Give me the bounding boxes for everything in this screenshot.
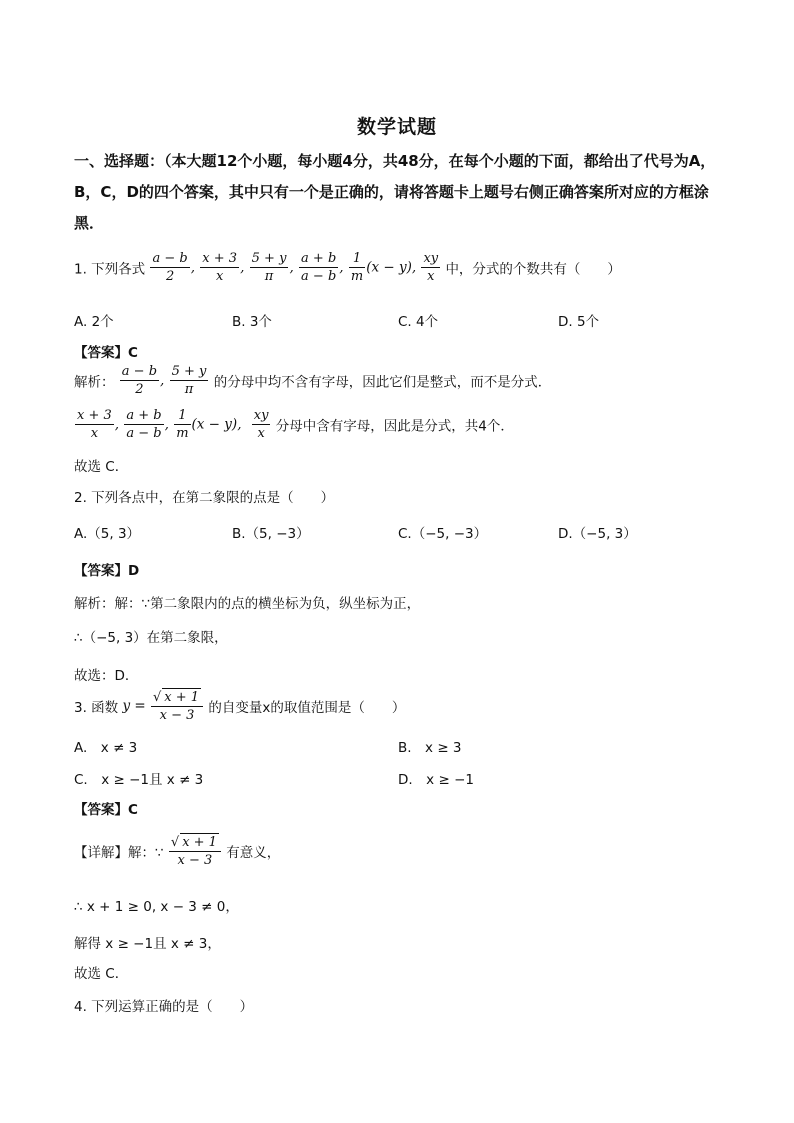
q2-conclusion: 故选：D． <box>74 668 139 684</box>
q3-option-d: D. x ≥ −1 <box>398 772 474 788</box>
q2-explanation-2: ∴（−5, 3）在第二象限， <box>74 630 228 646</box>
q3-option-b: B. x ≥ 3 <box>398 740 462 756</box>
q2-option-a: A.（5, 3） <box>74 526 141 542</box>
q1-answer: 【答案】C <box>74 345 138 361</box>
q2-explanation-1: 解析：解：∵第二象限内的点的横坐标为负，纵坐标为正， <box>74 596 421 612</box>
question-1-stem: 1. 下列各式 $\frac{a - b}{2}$ , $\frac{x + 3}{x}$ , $\frac{5 + y}{\pi}$ , $\frac{a + b}{a - b}$ , $\frac{1}{m}$ (x − y), $\frac{xy}{x}$ 中，分式的个数共有（ ） <box>74 251 621 284</box>
fraction: $\frac{a + b}{a - b}$ <box>301 251 337 284</box>
q3-option-a: A. x ≠ 3 <box>74 740 138 756</box>
q1-option-a: A. 2个 <box>74 314 114 330</box>
q3-conclusion: 故选 C． <box>74 966 129 982</box>
q1-explanation-1: 解析： $\frac{a - b}{2}$ , $\frac{5 + y}{\pi}$ 的分母中均不含有字母，因此它们是整式，而不是分式． <box>74 364 552 397</box>
question-4-stem: 4. 下列运算正确的是（ ） <box>74 999 254 1015</box>
q3-answer: 【答案】C <box>74 802 138 818</box>
fraction: $\frac{√ x + 1}{x - 3}$ <box>151 688 203 724</box>
q3-explanation-3: 解得 x ≥ −1且 x ≠ 3， <box>74 936 221 952</box>
fraction: $\frac{1}{m}$ <box>350 251 364 284</box>
question-2-stem: 2. 下列各点中，在第二象限的点是（ ） <box>74 490 335 506</box>
question-3-stem: 3. 函数 y = $\frac{√ x + 1}{x - 3}$ 的自变量x的取值范围是（ ） <box>74 690 406 723</box>
q2-option-c: C.（−5, −3） <box>398 526 488 542</box>
page-title: 数学试题 <box>356 116 437 138</box>
q2-answer: 【答案】D <box>74 563 140 579</box>
fraction: $\frac{a - b}{2}$ <box>152 251 188 284</box>
q1-option-c: C. 4个 <box>398 314 439 330</box>
q1-option-b: B. 3个 <box>232 314 272 330</box>
q3-explanation-2: ∴ x + 1 ≥ 0, x − 3 ≠ 0， <box>74 899 239 915</box>
q1-explanation-2: $\frac{x + 3}{x}$ , $\frac{a + b}{a - b}$ , $\frac{1}{m}$ (x − y), $\frac{xy}{x}$ 分母中含有字母，因此是分式，共4个． <box>77 408 514 441</box>
q2-option-d: D.（−5, 3） <box>558 526 637 542</box>
fraction: $\frac{x + 3}{x}$ <box>202 251 238 284</box>
q3-explanation-1: 【详解】解：∵ $\frac{√ x + 1}{x - 3}$ 有意义， <box>74 835 281 868</box>
q1-conclusion: 故选 C． <box>74 459 129 475</box>
q2-option-b: B.（5, −3） <box>232 526 310 542</box>
fraction: $\frac{5 + y}{\pi}$ <box>251 251 287 284</box>
fraction: $\frac{xy}{x}$ <box>423 251 439 284</box>
q3-option-c: C. x ≥ −1且 x ≠ 3 <box>74 772 204 788</box>
section-heading: 一、选择题：（本大题12个小题，每小题4分，共48分，在每个小题的下面，都给出了代号为A，B，C，D的四个答案，其中只有一个是正确的，请将答题卡上题号右侧正确答案所对应的方框涂黑． <box>74 152 716 232</box>
q1-option-d: D. 5个 <box>558 314 600 330</box>
